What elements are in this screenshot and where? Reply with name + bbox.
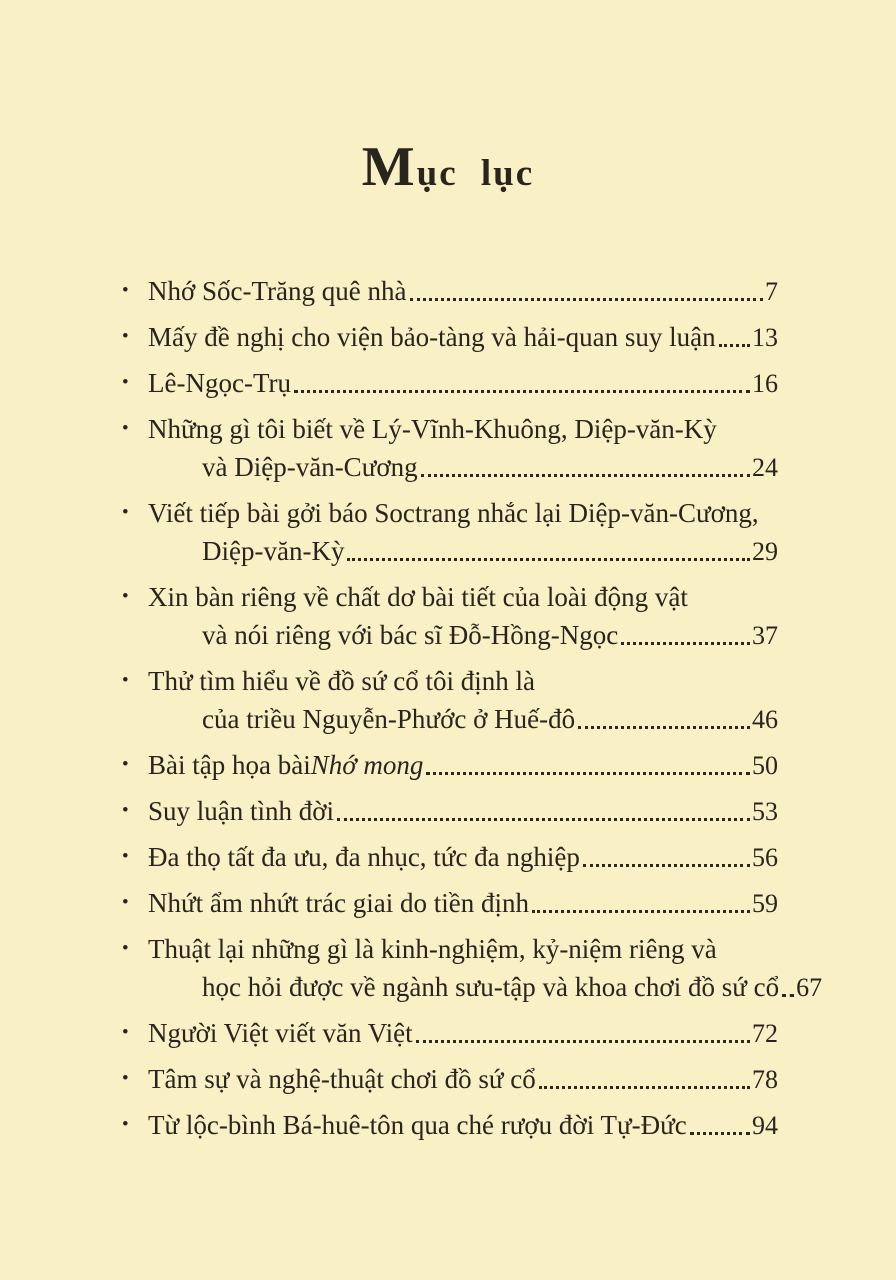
dot-leader: [782, 994, 794, 997]
bullet-icon: •: [122, 280, 129, 302]
bullet-icon: •: [122, 1022, 129, 1044]
page-number: 56: [752, 843, 778, 873]
toc-entry-line: [148, 700, 778, 739]
bullet-icon: •: [122, 754, 129, 776]
toc-entry: [122, 884, 778, 923]
toc-entry-line: [148, 1106, 778, 1145]
dot-leader: [532, 910, 750, 913]
toc-entry-line: [148, 746, 778, 785]
bullet-icon: •: [122, 418, 129, 440]
page-number: 13: [752, 323, 778, 353]
toc-entry-line: [148, 930, 778, 968]
toc-entry-body: [148, 746, 778, 785]
bullet-icon: •: [122, 892, 129, 914]
toc-entry-line: [148, 494, 778, 532]
toc-entry-line: [148, 792, 778, 831]
toc-entry-text: Đa thọ tất đa ưu, đa nhục, tức đa nghiệp: [148, 842, 580, 873]
toc-entry-body: [148, 1060, 778, 1099]
dot-leader: [337, 818, 750, 821]
page-number: 53: [752, 797, 778, 827]
toc-entry-text: Diệp-văn-Kỳ: [202, 536, 345, 567]
toc-entry-body: [148, 662, 778, 739]
toc-entry-line: [148, 532, 778, 571]
bullet-icon: •: [122, 938, 129, 960]
dot-leader: [416, 1040, 750, 1043]
toc-entry-body: [148, 272, 778, 311]
toc-entry-line: [148, 1060, 778, 1099]
toc-entry-body: [148, 1106, 778, 1145]
toc-entry-body: [148, 410, 778, 487]
toc-entry-text: Thử tìm hiểu về đồ sứ cổ tôi định là: [148, 666, 535, 697]
toc-entry: [122, 838, 778, 877]
toc-entry: [122, 792, 778, 831]
toc-entry: [122, 746, 778, 785]
page-number: 94: [752, 1111, 778, 1141]
dot-leader: [294, 390, 750, 393]
toc-entry-text: Thuật lại những gì là kinh-nghiệm, kỷ-niệm riêng và: [148, 934, 717, 965]
toc-entry: [122, 1014, 778, 1053]
toc-entry-line: [148, 1014, 778, 1053]
toc-entry-body: [148, 578, 778, 655]
page-title: Mục lục: [361, 136, 535, 198]
dot-leader: [690, 1132, 750, 1135]
page-number: 46: [752, 705, 778, 735]
toc-entry-text: Nhớ Sốc-Trăng quê nhà: [148, 276, 407, 307]
toc-entry-body: [148, 838, 778, 877]
page-number: 7: [765, 277, 778, 307]
toc-entry-body: [148, 318, 778, 357]
page-number: 78: [752, 1065, 778, 1095]
toc-entry: [122, 1106, 778, 1145]
page-number: 29: [752, 537, 778, 567]
toc-entry: [122, 318, 778, 357]
toc-entry: [122, 930, 823, 1007]
bullet-icon: •: [122, 846, 129, 868]
toc-entry-line: [148, 318, 778, 357]
toc-entry-text: Lê-Ngọc-Trụ: [148, 368, 291, 399]
dot-leader: [347, 558, 750, 561]
toc-entry: [122, 662, 778, 739]
toc-entry-text: và Diệp-văn-Cương: [202, 452, 418, 483]
toc-entry-line: [148, 410, 778, 448]
page-number: 72: [752, 1019, 778, 1049]
dot-leader: [539, 1086, 750, 1089]
dot-leader: [421, 474, 750, 477]
toc-entry-text: và nói riêng với bác sĩ Đỗ-Hồng-Ngọc: [202, 620, 619, 651]
dot-leader: [583, 864, 750, 867]
toc-entry-body: [148, 1014, 778, 1053]
toc-entry-line: [148, 578, 778, 616]
toc-entry-text: của triều Nguyễn-Phước ở Huế-đô: [202, 704, 576, 735]
toc-entry: [122, 272, 778, 311]
bullet-icon: •: [122, 502, 129, 524]
toc-entry-line: [148, 884, 778, 923]
toc-entry-text: Mấy đề nghị cho viện bảo-tàng và hải-quan suy luận: [148, 322, 716, 353]
toc-entry-line: [148, 838, 778, 877]
toc-entry: [122, 578, 778, 655]
toc-entry-text: học hỏi được về ngành sưu-tập và khoa chơi đồ sứ cổ: [202, 972, 780, 1003]
bullet-icon: •: [122, 670, 129, 692]
toc-entry-line: [148, 272, 778, 311]
page-number: 24: [752, 453, 778, 483]
bullet-icon: •: [122, 1114, 129, 1136]
toc-entry: [122, 364, 778, 403]
toc-entry: [122, 410, 778, 487]
dot-leader: [621, 642, 750, 645]
toc-entry-body: [148, 792, 778, 831]
toc-entry-body: [148, 930, 823, 1007]
toc-entry-text: Nhớ mong: [310, 750, 424, 781]
toc-entry-text: Suy luận tình đời: [148, 796, 335, 827]
toc-entry-text: Xin bàn riêng về chất dơ bài tiết của loài động vật: [148, 582, 688, 613]
toc-entry-text: Bài tập họa bài: [148, 750, 311, 781]
bullet-icon: •: [122, 1068, 129, 1090]
toc-entry-line: [148, 364, 778, 403]
toc-entry: [122, 1060, 778, 1099]
toc-entry: [122, 494, 778, 571]
bullet-icon: •: [122, 800, 129, 822]
toc-entry-text: Người Việt viết văn Việt: [148, 1018, 413, 1049]
toc-entry-text: Nhứt ẩm nhứt trác giai do tiền định: [148, 888, 529, 919]
dot-leader: [578, 726, 750, 729]
toc-entry-body: [148, 884, 778, 923]
dot-leader: [426, 772, 750, 775]
page-number: 59: [752, 889, 778, 919]
dot-leader: [410, 298, 763, 301]
toc-entry-text: Tâm sự và nghệ-thuật chơi đồ sứ cổ: [148, 1064, 536, 1095]
page-number: 50: [752, 751, 778, 781]
toc-entry-line: [148, 448, 778, 487]
dot-leader: [719, 344, 750, 347]
bullet-icon: •: [122, 372, 129, 394]
toc-entry-line: [148, 616, 778, 655]
toc-entry-text: Những gì tôi biết về Lý-Vĩnh-Khuông, Diệp-văn-Kỳ: [148, 414, 717, 445]
toc-entry-line: [148, 662, 778, 700]
page-number: 37: [752, 621, 778, 651]
toc-entry-line: [148, 968, 823, 1007]
bullet-icon: •: [122, 586, 129, 608]
toc-entry-text: Từ lộc-bình Bá-huê-tôn qua ché rượu đời Tự-Đức: [148, 1110, 687, 1141]
toc-entry-body: [148, 494, 778, 571]
page-number: 67: [796, 973, 823, 1003]
toc-entry-body: [148, 364, 778, 403]
toc-entry-text: Viết tiếp bài gởi báo Soctrang nhắc lại Diệp-văn-Cương,: [148, 498, 759, 529]
toc-list: [122, 272, 823, 1145]
page-number: 16: [752, 369, 778, 399]
bullet-icon: •: [122, 326, 129, 348]
